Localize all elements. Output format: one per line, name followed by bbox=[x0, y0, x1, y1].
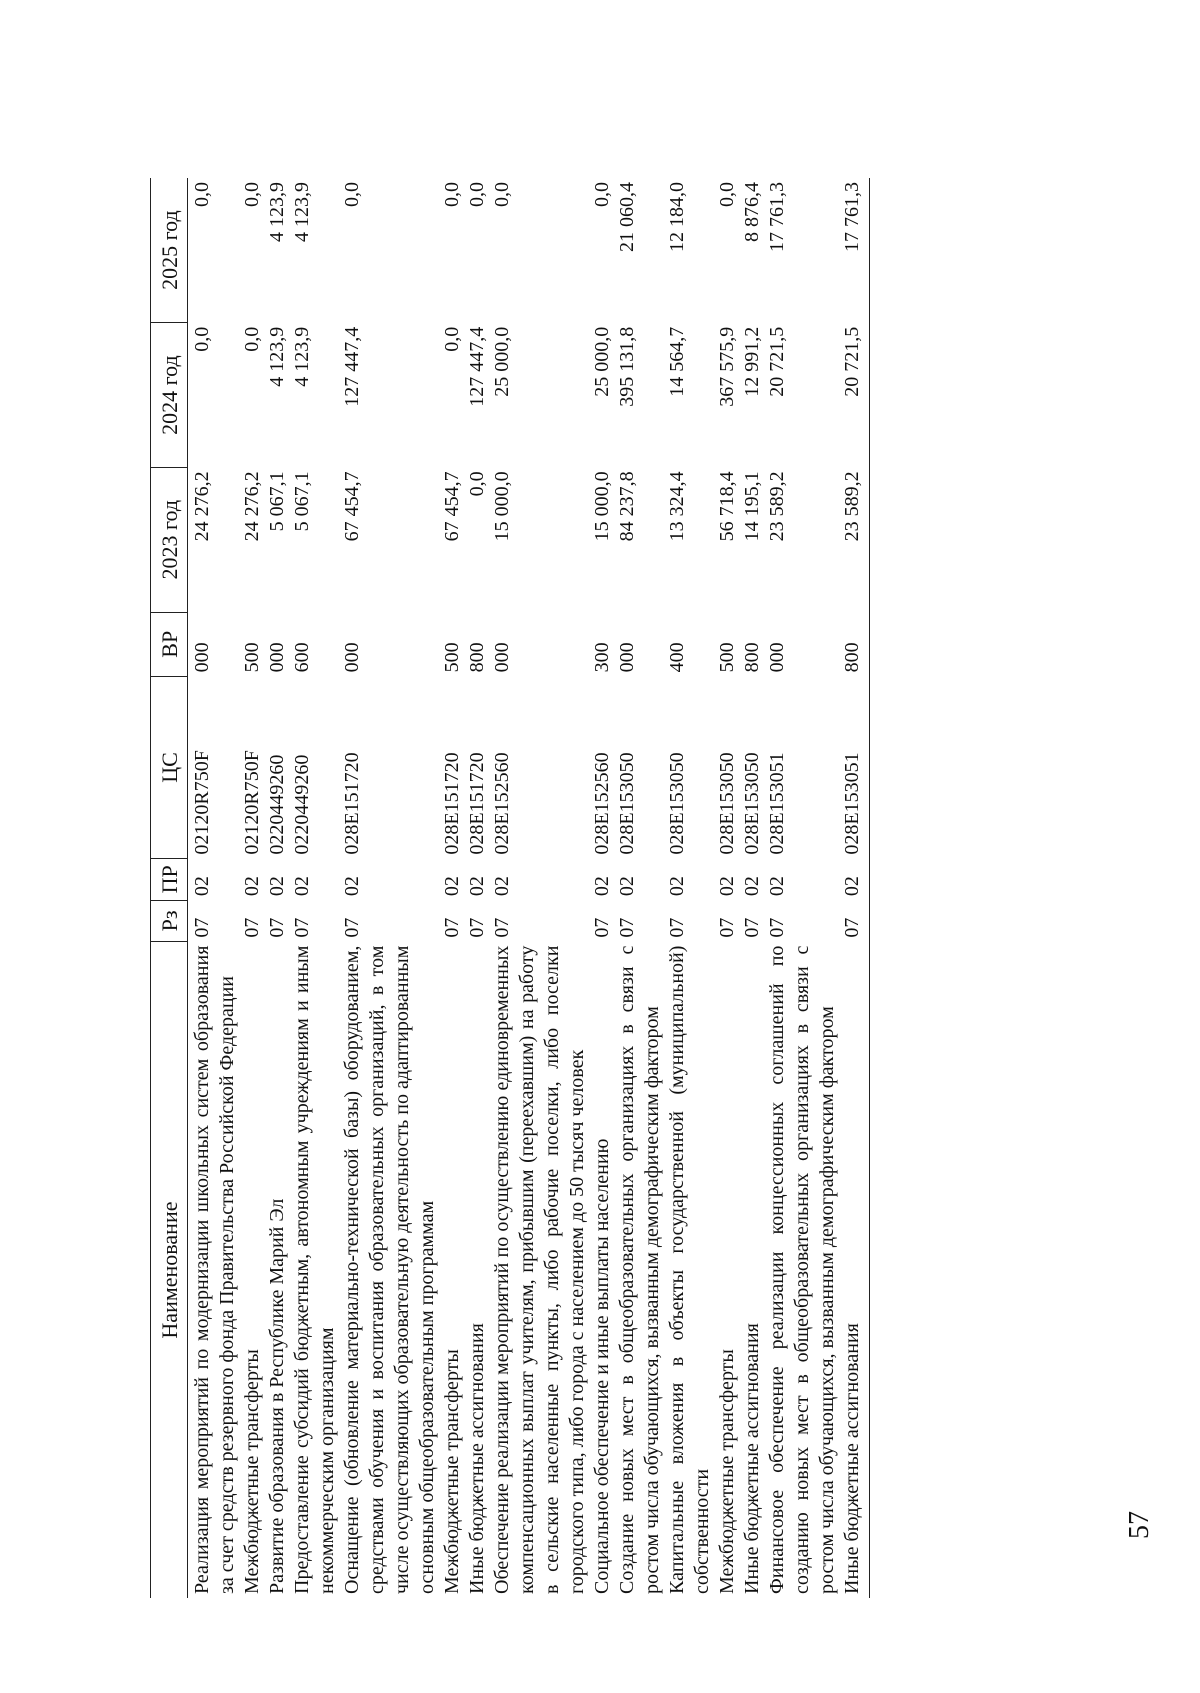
row-name-cell: Межбюджетные трансферты bbox=[441, 1349, 463, 1594]
table-row bbox=[665, 178, 715, 1598]
row-name-cell: Развитие образования в Республике Марий Эл bbox=[266, 1198, 288, 1594]
row-vr-cell: 000 bbox=[766, 642, 788, 673]
row-cs-cell: 0220449260 bbox=[291, 754, 313, 855]
row-rz-cell: 07 bbox=[666, 917, 688, 938]
row-rz-cell: 07 bbox=[766, 917, 788, 938]
row-2025-cell: 17 761,3 bbox=[766, 182, 788, 252]
row-2024-cell: 25 000,0 bbox=[491, 326, 513, 397]
table-row bbox=[188, 178, 241, 1598]
row-2024-cell: 127 447,4 bbox=[466, 326, 488, 407]
table-row bbox=[265, 178, 290, 1598]
row-cs-cell: 02120R750F bbox=[241, 750, 263, 855]
row-name-cell: Межбюджетные трансферты bbox=[241, 1349, 263, 1594]
row-vr-cell: 800 bbox=[466, 642, 488, 673]
row-2024-cell: 395 131,8 bbox=[616, 326, 638, 407]
row-2024-cell: 25 000,0 bbox=[591, 326, 613, 397]
row-rz-cell: 07 bbox=[840, 900, 870, 942]
row-vr-cell: 800 bbox=[840, 612, 870, 676]
row-2024-cell: 14 564,7 bbox=[666, 326, 688, 397]
row-name-cell: Иные бюджетные ассигнования bbox=[741, 1323, 763, 1594]
row-vr-cell: 000 bbox=[266, 642, 288, 673]
row-cs-cell: 028E152560 bbox=[591, 752, 613, 855]
row-2023-cell: 15 000,0 bbox=[591, 471, 613, 542]
row-name-cell: Создание новых мест в общеобразовательных организациях в связи с ростом числа обучающихся, вызванным демографическим фактором bbox=[616, 945, 663, 1594]
table-row bbox=[240, 178, 265, 1598]
row-rz-cell: 07 bbox=[466, 917, 488, 938]
row-cs-cell: 028E153050 bbox=[716, 752, 738, 855]
row-2023-cell: 13 324,4 bbox=[666, 471, 688, 542]
table-row bbox=[840, 178, 870, 1598]
row-vr-cell: 600 bbox=[291, 642, 313, 673]
row-name-cell: Финансовое обеспечение реализации концессионных соглашений по созданию новых мест в общеобразовательных организациях в связи с ростом числа обучающихся, вызванным демографическим фактором bbox=[766, 945, 838, 1594]
row-rz-cell: 07 bbox=[741, 917, 763, 938]
row-2024-cell: 0,0 bbox=[441, 326, 463, 352]
row-2024-cell: 127 447,4 bbox=[341, 326, 363, 407]
row-2025-cell: 4 123,9 bbox=[291, 182, 313, 242]
row-name-cell: Обеспечение реализации мероприятий по осуществлению единовременных компенсационных выплат учителям, прибывшим (переехавшим) на работу в сельские населенные пункты, либо рабочие поселки, либо поселки городского типа, либо города с населением до 50 тысяч человек bbox=[491, 945, 588, 1594]
header-pr: ПР bbox=[151, 859, 188, 901]
row-rz-cell: 07 bbox=[616, 917, 638, 938]
row-name-cell: Предоставление субсидий бюджетным, автономным учреждениям и иным некоммерческим организациям bbox=[291, 945, 338, 1594]
row-vr-cell: 000 bbox=[191, 642, 213, 673]
row-pr-cell: 02 bbox=[441, 876, 463, 897]
row-2023-cell: 14 195,1 bbox=[741, 471, 763, 542]
row-name-cell: Иные бюджетные ассигнования bbox=[840, 942, 870, 1598]
row-2023-cell: 23 589,2 bbox=[840, 467, 870, 612]
row-2023-cell: 0,0 bbox=[466, 471, 488, 497]
row-pr-cell: 02 bbox=[341, 876, 363, 897]
row-2023-cell: 15 000,0 bbox=[491, 471, 513, 542]
row-cs-cell: 028E153050 bbox=[616, 752, 638, 855]
rotated-page-content bbox=[150, 178, 1100, 1598]
table-row bbox=[290, 178, 340, 1598]
table-row bbox=[440, 178, 465, 1598]
row-pr-cell: 02 bbox=[741, 876, 763, 897]
row-vr-cell: 000 bbox=[491, 642, 513, 673]
row-2023-cell: 5 067,1 bbox=[266, 471, 288, 532]
row-2024-cell: 20 721,5 bbox=[840, 323, 870, 468]
row-pr-cell: 02 bbox=[840, 859, 870, 901]
row-pr-cell: 02 bbox=[616, 876, 638, 897]
table-row bbox=[340, 178, 440, 1598]
row-2023-cell: 23 589,2 bbox=[766, 471, 788, 542]
row-cs-cell: 028E151720 bbox=[441, 752, 463, 855]
row-rz-cell: 07 bbox=[191, 917, 213, 938]
row-pr-cell: 02 bbox=[291, 876, 313, 897]
row-2024-cell: 4 123,9 bbox=[266, 326, 288, 387]
row-cs-cell: 028E153051 bbox=[766, 752, 788, 855]
row-vr-cell: 400 bbox=[666, 642, 688, 673]
row-cs-cell: 028E151720 bbox=[466, 752, 488, 855]
row-cs-cell: 028E153051 bbox=[840, 676, 870, 858]
row-cs-cell: 028E151720 bbox=[341, 752, 363, 855]
row-2023-cell: 67 454,7 bbox=[441, 471, 463, 542]
page-number: 57 bbox=[1124, 1511, 1155, 1539]
row-vr-cell: 000 bbox=[616, 642, 638, 673]
row-rz-cell: 07 bbox=[241, 917, 263, 938]
row-name-cell: Оснащение (обновление материально-технической базы) оборудованием, средствами обучения и воспитания образовательных организаций, в том числе осуществляющих образовательную деятельность по адаптированным основным общеобразовательным программам bbox=[341, 945, 438, 1594]
row-rz-cell: 07 bbox=[266, 917, 288, 938]
row-2025-cell: 8 876,4 bbox=[741, 182, 763, 242]
table-row bbox=[465, 178, 490, 1598]
row-cs-cell: 028E153050 bbox=[666, 752, 688, 855]
row-pr-cell: 02 bbox=[241, 876, 263, 897]
row-2025-cell: 17 761,3 bbox=[840, 178, 870, 323]
row-name-cell: Межбюджетные трансферты bbox=[716, 1349, 738, 1594]
row-2025-cell: 4 123,9 bbox=[266, 182, 288, 242]
row-cs-cell: 028E152560 bbox=[491, 752, 513, 855]
row-2025-cell: 0,0 bbox=[466, 182, 488, 207]
table-body bbox=[188, 178, 870, 1598]
row-cs-cell: 0220449260 bbox=[266, 754, 288, 855]
row-2025-cell: 12 184,0 bbox=[666, 182, 688, 252]
row-vr-cell: 800 bbox=[741, 642, 763, 673]
row-2025-cell: 0,0 bbox=[191, 182, 213, 207]
row-pr-cell: 02 bbox=[266, 876, 288, 897]
row-rz-cell: 07 bbox=[341, 917, 363, 938]
row-2023-cell: 56 718,4 bbox=[716, 471, 738, 542]
row-2025-cell: 0,0 bbox=[716, 182, 738, 207]
row-pr-cell: 02 bbox=[491, 876, 513, 897]
row-vr-cell: 000 bbox=[341, 642, 363, 673]
row-pr-cell: 02 bbox=[191, 876, 213, 897]
row-vr-cell: 500 bbox=[441, 642, 463, 673]
header-2025: 2025 год bbox=[151, 178, 188, 323]
row-2024-cell: 367 575,9 bbox=[716, 326, 738, 407]
budget-table bbox=[150, 178, 870, 1598]
header-rz: Рз bbox=[151, 900, 188, 942]
row-name-cell: Иные бюджетные ассигнования bbox=[466, 1323, 488, 1594]
row-cs-cell: 028E153050 bbox=[741, 752, 763, 855]
table-row bbox=[590, 178, 615, 1598]
row-2023-cell: 84 237,8 bbox=[616, 471, 638, 542]
table-header-row bbox=[151, 178, 188, 1598]
table-row bbox=[765, 178, 840, 1598]
row-pr-cell: 02 bbox=[666, 876, 688, 897]
row-pr-cell: 02 bbox=[466, 876, 488, 897]
row-2025-cell: 21 060,4 bbox=[616, 182, 638, 252]
row-pr-cell: 02 bbox=[591, 876, 613, 897]
row-name-cell: Социальное обеспечение и иные выплаты населению bbox=[591, 1138, 613, 1594]
header-vr: ВР bbox=[151, 612, 188, 676]
table-row bbox=[490, 178, 590, 1598]
row-pr-cell: 02 bbox=[716, 876, 738, 897]
row-rz-cell: 07 bbox=[491, 917, 513, 938]
row-2024-cell: 4 123,9 bbox=[291, 326, 313, 387]
row-2024-cell: 0,0 bbox=[191, 326, 213, 352]
row-rz-cell: 07 bbox=[441, 917, 463, 938]
row-2025-cell: 0,0 bbox=[341, 182, 363, 207]
table-row bbox=[715, 178, 740, 1598]
row-2023-cell: 5 067,1 bbox=[291, 471, 313, 532]
row-vr-cell: 500 bbox=[716, 642, 738, 673]
row-name-cell: Капитальные вложения в объекты государственной (муниципальной) собственности bbox=[666, 945, 713, 1594]
row-2024-cell: 12 991,2 bbox=[741, 326, 763, 397]
row-name-cell: Реализация мероприятий по модернизации школьных систем образования за счет средств резервного фонда Правительства Российской Федерации bbox=[191, 945, 238, 1594]
table-row bbox=[740, 178, 765, 1598]
row-rz-cell: 07 bbox=[591, 917, 613, 938]
table-row bbox=[615, 178, 665, 1598]
row-vr-cell: 500 bbox=[241, 642, 263, 673]
row-rz-cell: 07 bbox=[716, 917, 738, 938]
header-name: Наименование bbox=[151, 942, 188, 1598]
row-cs-cell: 02120R750F bbox=[191, 750, 213, 855]
row-vr-cell: 300 bbox=[591, 642, 613, 673]
row-2024-cell: 20 721,5 bbox=[766, 326, 788, 397]
row-2024-cell: 0,0 bbox=[241, 326, 263, 352]
row-rz-cell: 07 bbox=[291, 917, 313, 938]
header-2023: 2023 год bbox=[151, 467, 188, 612]
row-2025-cell: 0,0 bbox=[591, 182, 613, 207]
row-pr-cell: 02 bbox=[766, 876, 788, 897]
header-2024: 2024 год bbox=[151, 323, 188, 468]
row-2023-cell: 24 276,2 bbox=[241, 471, 263, 542]
row-2023-cell: 24 276,2 bbox=[191, 471, 213, 542]
row-2025-cell: 0,0 bbox=[241, 182, 263, 207]
row-2025-cell: 0,0 bbox=[491, 182, 513, 207]
row-2023-cell: 67 454,7 bbox=[341, 471, 363, 542]
header-cs: ЦС bbox=[151, 676, 188, 858]
row-2025-cell: 0,0 bbox=[441, 182, 463, 207]
